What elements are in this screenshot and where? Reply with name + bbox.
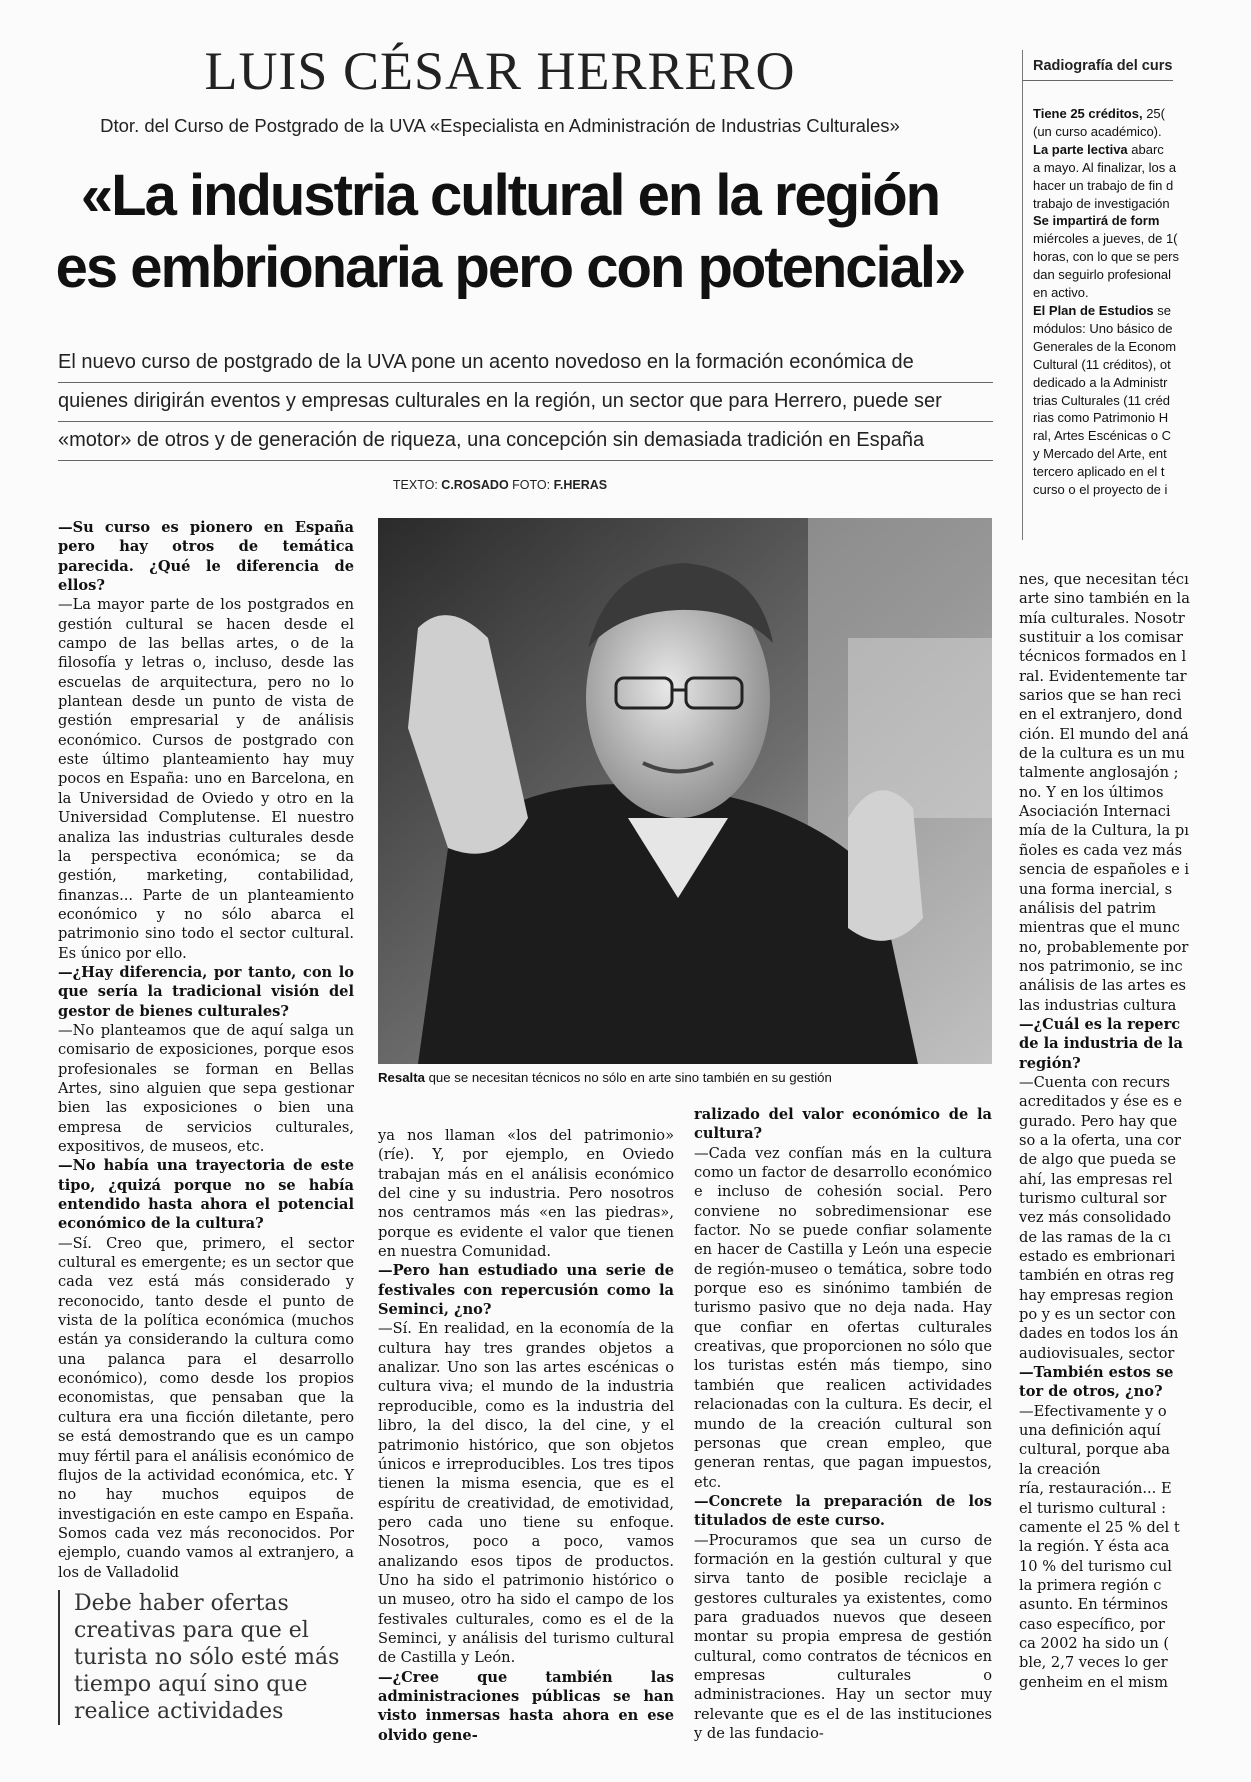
column-line: de la cultura es un mu bbox=[1019, 745, 1185, 763]
column-line: po y es un sector con bbox=[1019, 1306, 1176, 1324]
column-line: gurado. Pero hay que bbox=[1019, 1112, 1178, 1130]
interviewee-role: Dtor. del Curso de Postgrado de la UVA «Especialista en Administración de Industrias Culturales» bbox=[100, 115, 900, 136]
question-paragraph: ralizado del valor económico de la cultura? bbox=[694, 1106, 992, 1143]
article-column-1 bbox=[58, 518, 354, 1581]
sidebar-line-text: horas, con lo que se pers bbox=[1033, 249, 1179, 265]
interview-photo bbox=[378, 518, 992, 1064]
column-line: nes, que necesitan técı bbox=[1019, 571, 1189, 588]
sidebar-line-text: abarc bbox=[1127, 141, 1164, 157]
sidebar-line-lead: Tiene 25 créditos, bbox=[1033, 106, 1143, 121]
question-paragraph: —Concrete la preparación de los titulados de este curso. bbox=[694, 1492, 992, 1530]
sidebar-line bbox=[1033, 195, 1173, 213]
column-line: mía de la Cultura, la pı bbox=[1019, 822, 1189, 840]
answer-paragraph: —Sí. Creo que, primero, el sector cultural es emergente; es un sector que cada vez está más considerado y reconocido, tanto desde el punto de vista de la política económica (muchos están ya considerando la cultura como una palanca para el desarrollo económico), como desde los propios economistas, que pensaban que la cultura era una ficción diletante, pero se está demostrando que es un campo muy fértil para el análisis económico de flujos de la actividad económica, etc. Y no hay muchos equipos de investigación en este campo en España. Somos cada vez más reconocidos. Por ejemplo, cuando vamos al extranjero, a los de Valladolid bbox=[58, 1234, 354, 1581]
column-line: Asociación Internaci bbox=[1019, 803, 1171, 821]
course-sidebar bbox=[1022, 50, 1251, 540]
sidebar-line-text: y Mercado del Arte, ent bbox=[1033, 446, 1167, 462]
column-line: acreditados y ése es e bbox=[1019, 1093, 1183, 1111]
headline bbox=[30, 160, 990, 304]
sidebar-line-text: rias como Patrimonio H bbox=[1033, 410, 1169, 426]
column-line: caso específico, por bbox=[1019, 1615, 1165, 1633]
pull-quote: Debe haber ofertas creativas para que el turista no sólo esté más tiempo aquí sino que realice actividades bbox=[58, 1590, 374, 1725]
column-line: no. Y en los últimos bbox=[1019, 783, 1164, 801]
column-line: análisis de las artes es bbox=[1019, 977, 1186, 995]
sidebar-line-text: Generales de la Econom bbox=[1033, 338, 1177, 354]
column-line: el turismo cultural : bbox=[1019, 1499, 1167, 1517]
column-line: cultural, porque aba bbox=[1019, 1441, 1170, 1459]
sidebar-line bbox=[1033, 481, 1173, 499]
headline-line: «La industria cultural en la región bbox=[80, 163, 940, 228]
sidebar-line-text: tercero aplicado en el t bbox=[1033, 464, 1165, 480]
column-line: hay empresas region bbox=[1019, 1286, 1174, 1304]
column-line: de las ramas de la cı bbox=[1019, 1228, 1171, 1246]
column-line: turismo cultural sor bbox=[1019, 1190, 1167, 1207]
column-line: la primera región c bbox=[1019, 1576, 1162, 1594]
column-line: ca 2002 ha sido un ( bbox=[1019, 1634, 1170, 1652]
caption-lead: Resalta bbox=[378, 1070, 425, 1085]
sidebar-line bbox=[1033, 409, 1173, 427]
interviewee-name: LUIS CÉSAR HERRERO bbox=[204, 41, 796, 101]
sidebar-line bbox=[1033, 356, 1173, 374]
sidebar-line-text: miércoles a jueves, de 1( bbox=[1033, 231, 1178, 247]
column-line: no, probablemente por bbox=[1019, 938, 1189, 956]
sidebar-line bbox=[1033, 230, 1178, 248]
sidebar-line-text: ral, Artes Escénicas o C bbox=[1033, 428, 1171, 444]
lead-line: «motor» de otros y de generación de riqueza, una concepción sin demasiada tradición en España bbox=[58, 422, 993, 461]
column-line: ría, restauración... E bbox=[1019, 1480, 1172, 1498]
column-line: audiovisuales, sector bbox=[1019, 1344, 1175, 1362]
column-line: también en otras reg bbox=[1019, 1267, 1175, 1285]
sidebar-line-text: se bbox=[1153, 302, 1171, 318]
question-paragraph: —Su curso es pionero en España pero hay otros de temática parecida. ¿Qué le diferencia de ellos? bbox=[58, 519, 354, 595]
answer-paragraph: —No planteamos que de aquí salga un comisario de exposiciones, porque esos profesionales se forman en Bellas Artes, sino alguien que sepa gestionar bien las exposiciones o bien una empresa de servicios culturales, expositivos, de museos, etc. bbox=[58, 1021, 354, 1155]
answer-paragraph: —Procuramos que sea un curso de formación en la gestión cultural y que sirva tanto de posible reciclaje a gestores culturales ya existentes, como para graduados nuevos que deseen montar su propia empresa de gestión cultural, como contratos de técnicos en empresas culturales o administraciones. Hay un sector muy relevante que es el de las instituciones y de las fundacio- bbox=[694, 1531, 992, 1742]
text-credit-author: C.ROSADO bbox=[441, 478, 509, 492]
sidebar-line bbox=[1033, 445, 1173, 463]
column-line: asunto. En términos bbox=[1019, 1596, 1169, 1614]
sidebar-line bbox=[1033, 338, 1177, 356]
sidebar-line-text: Cultural (11 créditos), ot bbox=[1033, 356, 1171, 372]
column-line: mientras que el munc bbox=[1019, 919, 1180, 937]
text-credit-label: TEXTO: bbox=[392, 478, 438, 492]
sidebar-line bbox=[1033, 284, 1173, 302]
column-line: las industrias cultura bbox=[1019, 996, 1177, 1014]
column-line: región? bbox=[1019, 1054, 1081, 1072]
column-line: vez más consolidado bbox=[1019, 1209, 1172, 1227]
sidebar-title: Radiografía del curs bbox=[1023, 50, 1173, 81]
byline bbox=[0, 478, 1000, 492]
column-line: técnicos formados en l bbox=[1019, 648, 1187, 666]
column-line: mía culturales. Nosotr bbox=[1019, 609, 1185, 627]
question-paragraph: —¿Cree que también las administraciones públicas se han visto inmersas hasta ahora en ese olvido gene- bbox=[378, 1668, 674, 1744]
sidebar-body bbox=[1023, 81, 1179, 499]
sidebar-line bbox=[1033, 159, 1177, 177]
question-paragraph: —No había una trayectoria de este tipo, ¿quizá porque no se había entendido hasta ahora el potencial económico de la cultura? bbox=[58, 1157, 354, 1233]
sidebar-line bbox=[1033, 248, 1179, 266]
column-line: ción. El mundo del aná bbox=[1019, 725, 1189, 743]
column-line: —Efectivamente y o bbox=[1019, 1402, 1167, 1420]
sidebar-line-text: dan seguirlo profesional bbox=[1033, 267, 1172, 283]
column-line: sencia de españoles e i bbox=[1019, 861, 1190, 879]
column-line: camente el 25 % del t bbox=[1019, 1518, 1180, 1536]
sidebar-line bbox=[1033, 177, 1173, 195]
column-line: ahí, las empresas rel bbox=[1019, 1170, 1173, 1188]
column-line: dades en todos los án bbox=[1019, 1325, 1179, 1343]
sidebar-line-lead: La parte lectiva bbox=[1033, 141, 1128, 157]
question-paragraph: —Pero han estudiado una serie de festivales con repercusión como la Seminci, ¿no? bbox=[378, 1262, 674, 1319]
sidebar-line-text: a mayo. Al finalizar, los a bbox=[1033, 159, 1177, 175]
column-line: ñoles es cada vez más bbox=[1019, 841, 1183, 859]
sidebar-line-text: dedicado a la Administr bbox=[1033, 374, 1168, 390]
column-line: la región. Y ésta aca bbox=[1019, 1538, 1170, 1556]
column-line: ble, 2,7 veces lo ger bbox=[1019, 1654, 1168, 1672]
column-line: en el extranjero, dond bbox=[1019, 706, 1183, 724]
article-column-3 bbox=[694, 1105, 992, 1742]
column-line: —También estos se bbox=[1019, 1364, 1174, 1382]
column-line: análisis del patrim bbox=[1019, 899, 1157, 917]
sidebar-line bbox=[1033, 463, 1173, 481]
sidebar-line bbox=[1033, 105, 1173, 123]
article-column-2 bbox=[378, 1126, 674, 1744]
photo-credit-label: FOTO: bbox=[512, 478, 551, 492]
sidebar-line bbox=[1033, 212, 1173, 230]
column-line: tor de otros, ¿no? bbox=[1019, 1383, 1163, 1401]
sidebar-line bbox=[1033, 266, 1173, 284]
sidebar-line-text: hacer un trabajo de fin d bbox=[1033, 177, 1174, 193]
column-line: una forma inercial, s bbox=[1019, 880, 1173, 898]
sidebar-line-text: en activo. bbox=[1033, 285, 1089, 301]
column-line: de algo que pueda se bbox=[1019, 1151, 1176, 1169]
answer-paragraph: —Cada vez confían más en la cultura como un factor de desarrollo económico e incluso de cohesión social. Pero conviene no sobredimensionar ese factor. No se puede confiar solamente en hacer de Castilla y León una especie de región-museo o temática, sobre todo porque eso es sinónimo también de turismo pasivo que no deja nada. Hay que confiar en ofertas culturales creativas, que proporcionen no sólo que los turistas estén más tiempo, sino también que realicen actividades relacionadas con la cultura. Es decir, el mundo de la creación cultural son personas que crean empleo, que generan rentas, que pagan impuestos, etc. bbox=[694, 1144, 992, 1491]
answer-paragraph: ya nos llaman «los del patrimonio» (ríe). Y, por ejemplo, en Oviedo trabajan más en el análisis económico del cine y su industria. Pero nosotros nos centramos más «en las piedras», porque es evidente el valor que tienen en nuestra Comunidad. bbox=[378, 1127, 674, 1261]
lead-line: quienes dirigirán eventos y empresas culturales en la región, un sector que para Herrero, puede ser bbox=[58, 383, 993, 422]
column-line: estado es embrionari bbox=[1019, 1248, 1176, 1266]
sidebar-line-lead: El Plan de Estudios bbox=[1033, 302, 1154, 318]
sidebar-line bbox=[1033, 374, 1173, 392]
sidebar-line-text: 25( bbox=[1142, 106, 1165, 121]
column-line: sustituir a los comisar bbox=[1019, 629, 1184, 647]
column-line: arte sino también en la bbox=[1019, 590, 1190, 608]
column-line: ral. Evidentemente tar bbox=[1019, 667, 1187, 685]
sidebar-line-text: trabajo de investigación bbox=[1033, 195, 1170, 211]
article-column-4 bbox=[1019, 570, 1190, 1720]
sidebar-line-text: (un curso académico). bbox=[1033, 123, 1162, 139]
sidebar-line-text: módulos: Uno básico de bbox=[1033, 320, 1173, 336]
column-line: —¿Cuál es la reperc bbox=[1019, 1015, 1181, 1033]
column-line: so a la oferta, una cor bbox=[1019, 1131, 1181, 1149]
photo-caption bbox=[378, 1070, 998, 1085]
photo-credit-author: F.HERAS bbox=[553, 478, 608, 492]
sidebar-line bbox=[1033, 427, 1173, 445]
column-line: nos patrimonio, se inc bbox=[1019, 957, 1183, 975]
question-paragraph: —¿Hay diferencia, por tanto, con lo que sería la tradicional visión del gestor de bienes culturales? bbox=[58, 963, 354, 1020]
sidebar-line bbox=[1033, 392, 1173, 410]
headline-line: es embrionaria pero con potencial» bbox=[55, 235, 965, 300]
column-line: talmente anglosajón ; bbox=[1019, 764, 1179, 782]
answer-paragraph: —La mayor parte de los postgrados en gestión cultural se hacen desde el campo de las bellas artes, o de la filosofía y letras o, incluso, desde las escuelas de arquitectura, pero no lo plantean desde un punto de vista de gestión empresarial y de análisis económico. Cursos de postgrado con este último planteamiento hay muy pocos en España: uno en Barcelona, en la Universidad de Oviedo y otro en la Universidad Complutense. El nuestro analiza las industrias culturales desde la perspectiva económica; se da gestión, marketing, contabilidad, finanzas... Parte de un planteamiento económico y no sólo abarca el patrimonio sino todo el sector cultural. Es único por ello. bbox=[58, 596, 354, 962]
column-line: la creación bbox=[1019, 1460, 1101, 1478]
lead-paragraph bbox=[58, 344, 993, 461]
column-line: sarios que se han reci bbox=[1019, 687, 1182, 705]
sidebar-line bbox=[1033, 141, 1173, 159]
column-line: —Cuenta con recurs bbox=[1019, 1073, 1171, 1091]
lead-line: El nuevo curso de postgrado de la UVA pone un acento novedoso en la formación económica de bbox=[58, 344, 993, 383]
sidebar-line-lead: Se impartirá de form bbox=[1033, 213, 1160, 229]
sidebar-line bbox=[1033, 302, 1173, 320]
sidebar-line bbox=[1033, 320, 1173, 338]
column-line: de la industria de la bbox=[1019, 1035, 1183, 1053]
column-line: genheim en el mism bbox=[1019, 1673, 1169, 1691]
sidebar-line-text: curso o el proyecto de i bbox=[1033, 482, 1168, 498]
sidebar-line-text: trias Culturales (11 créd bbox=[1033, 392, 1171, 408]
sidebar-line bbox=[1033, 123, 1173, 141]
column-line: una definición aquí bbox=[1019, 1422, 1161, 1440]
answer-paragraph: —Sí. En realidad, en la economía de la cultura hay tres grandes objetos a analizar. Uno son las artes escénicas o cultura viva; el mundo de la industria reproducible, como es la industria del libro, la del disco, la del cine, y el patrimonio histórico, que son objetos únicos e irreproducibles. Los tres tipos tienen la misma esencia, que es el espíritu de creatividad, de emotividad, pero cada uno tiene su enfoque. Nosotros, poco a poco, vamos analizando esos tipos de productos. Uno ha sido el patrimonio histórico o un museo, otro ha sido el campo de los festivales culturales, como es el de la Seminci, y análisis del turismo cultural de Castilla y León. bbox=[378, 1320, 674, 1667]
caption-text: que se necesitan técnicos no sólo en arte sino también en su gestión bbox=[424, 1070, 832, 1085]
column-line: 10 % del turismo cul bbox=[1019, 1557, 1172, 1575]
